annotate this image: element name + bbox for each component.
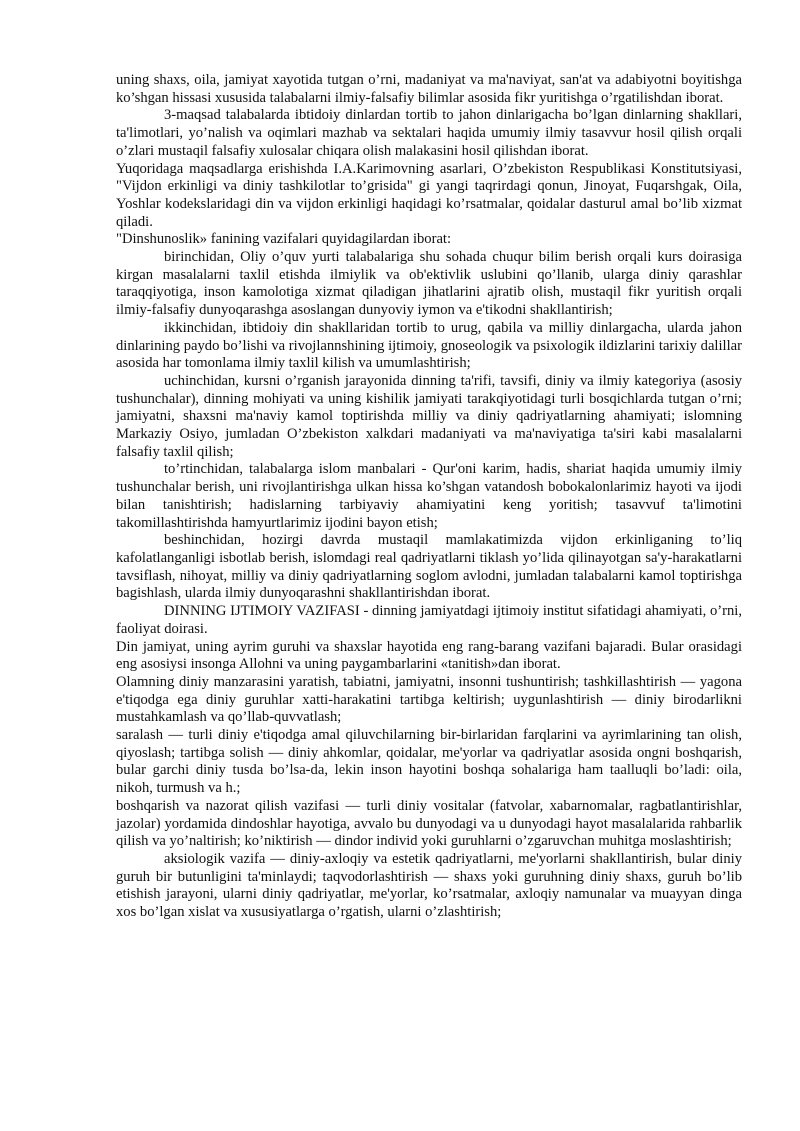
paragraph-task-fifth: beshinchidan, hozirgi davrda mustaqil mamlakatimizda vijdon erkinliganing to’liq kafolatlanganligi isbotlab berish, islomdagi real qadriyatlarni tiklash yo’lida qilinayotgan sa'y-harakatlarni tavsiflash, nihoyat, milliy va diniy qadriyatlarning soglom avlodni, jumladan talabalarni kamol toptirishga bagishlash, ularda ilmiy dunyoqarashni shakllantirishdan iborat. [116, 532, 742, 602]
paragraph-goal-3: 3-maqsad talabalarda ibtidoiy dinlardan tortib to jahon dinlarigacha bo’lgan dinlarning shakllari, ta'limotlari, yo’nalish va oqimlari mazhab va sektalari haqida umumiy ilmiy tasavvur hosil qilish orqali o’zlari mustaqil falsafiy xulosalar chiqara olish malakasini hosil qilishdan iborat. [116, 107, 742, 159]
paragraph-tasks-heading: "Dinshunoslik» fanining vazifalari quyidagilardan iborat: [116, 231, 452, 248]
paragraph-1: uning shaxs, oila, jamiyat xayotida tutgan o’rni, madaniyat va ma'naviyat, san'at va adabiyotni boyitishga ko’shgan hissasi xususida talabalarni ilmiy-falsafiy bilimlar asosida fikr yuritishga o’rgatilishdan iborat. [116, 72, 742, 106]
paragraph-task-second: ikkinchidan, ibtidoiy din shakllaridan tortib to urug, qabila va milliy dinlargacha, ularda jahon dinlarining paydo bo’lishi va rivojlannshining ijtimoiy, gnoseologik va psixologik ildizlarini tarixiy dalillar asosida har tomonlama ilmiy taxlil kilish va umumlashtirish; [116, 319, 742, 372]
paragraph-social-function: DINNING IJTIMOIY VAZIFASI - dinning jamiyatdagi ijtimoiy institut sifatidagi ahamiyati, o’rni, faoliyat doirasi. [116, 603, 742, 637]
paragraph-religion-role: Din jamiyat, uning ayrim guruhi va shaxslar hayotida eng rang-barang vazifani bajaradi. Bular orasidagi eng asosiysi insonga Allohni va uning paygambarlarini «tanitish»dan iborat. [116, 638, 742, 673]
document-page [116, 72, 742, 922]
paragraph-axiological: aksiologik vazifa — diniy-axloqiy va estetik qadriyatlarni, me'yorlarni shakllantirish, bular diniy guruh bir butunligini ta'minlaydi; taqvodorlashtirish — shaxs yoki guruhning diniy shaxs, guruh bo’lib etishish jarayoni, ularni diniy qadriyatlar, me'yorlar, ko’rsatmalar, axloqiy namunalar va muayyan dinga xos bo’lgan xislat va xususiyatlarga o’rgatish, ularni o’zlashtirish; [116, 850, 742, 921]
paragraph-control: boshqarish va nazorat qilish vazifasi — turli diniy vositalar (fatvolar, xabarnomalar, ragbatlantirishlar, jazolar) yordamida dindoshlar hayotiga, avvalo bu dunyodagi va u dunyodagi hayot masalalarida rahbarlik qilish va yo’naltirish; ko’niktirish — dindor individ yoki guruhlarni o’zgaruvchan muhitga moslashtirish; [116, 797, 742, 850]
paragraph-sorting: saralash — turli diniy e'tiqodga amal qiluvchilarning bir-birlaridan farqlarini va ayrimlarining tan olish, qiyoslash; tartibga solish — diniy ahkomlar, qoidalar, me'yorlar va qadriyatlar asosida ongni boshqarish, bular garchi diniy tusda bo’lsa-da, lekin inson hayotini boshqa sohalariga ham taalluqli bo’ladi: oila, nikoh, turmush va h.; [116, 727, 742, 797]
paragraph-task-fourth: to’rtinchidan, talabalarga islom manbalari - Qur'oni karim, hadis, shariat haqida umumiy ilmiy tushunchalar berish, uni rivojlantirishga ulkan hissa ko’shgan vatandosh bobokalonlarimiz hayoti va ijodi bilan tanishtirish; hadislarning tarbiyaviy ahamiyatini keng yoritish; tasavvuf ta'limotini takomillashtirishda hamyurtlarimiz ijodini bayon etish; [116, 461, 742, 531]
paragraph-task-first: birinchidan, Oliy o’quv yurti talabalariga shu sohada chuqur bilim berish orqali kurs doirasiga kirgan masalalarni taxlil etishda ilmiylik va ob'ektivlik uslubini qo’llanib, ularga diniy qarashlar taraqqiyotiga, inson kamolotiga xizmat qiladigan jihatlarini ajratib olish, mustaqil fikr yuritish orqali ilmiy-falsafiy dunyoqarashga asoslangan dunyoviy iymon va e'tikodni shakllantirish; [116, 249, 742, 319]
paragraph-world-picture: Olamning diniy manzarasini yaratish, tabiatni, jamiyatni, insonni tushuntirish; tashkillashtirish — yagona e'tiqodga ega diniy guruhlar xatti-harakatini tartibga keltirish; uygunlashtirish — diniy birodarlikni mustahkamlash va qo’llab-quvvatlash; [116, 673, 742, 726]
paragraph-sources: Yuqoridaga maqsadlarga erishishda I.A.Karimovning asarlari, O’zbekiston Respublikasi Konstitutsiyasi, "Vijdon erkinligi va diniy tashkilotlar to’grisida" gi yangi taqrirdagi qonun, Jinoyat, Fuqarshgak, Oila, Yoshlar kodekslaridagi din va vijdon erkinligi haqidagi ko’rsatmalar, qoidalar dasturul amal bo’lib xizmat qiladi. [116, 160, 742, 230]
paragraph-task-third: uchinchidan, kursni o’rganish jarayonida dinning ta'rifi, tavsifi, diniy va ilmiy kategoriya (asosiy tushunchalar), dinning mohiyati va uning kishilik jamiyati tarakqiyotidagi turli bosqichlarda tutgan o’rni; jamiyatni, shaxsni ma'naviy kamol toptirishda milliy va diniy qadriyatlarning ahamiyati; islomning Markaziy Osiyo, jumladan O’zbekiston xalkdari madaniyati va ma'naviyatiga ta'siri kabi masalalarni falsafiy taxlil qilish; [116, 372, 742, 460]
